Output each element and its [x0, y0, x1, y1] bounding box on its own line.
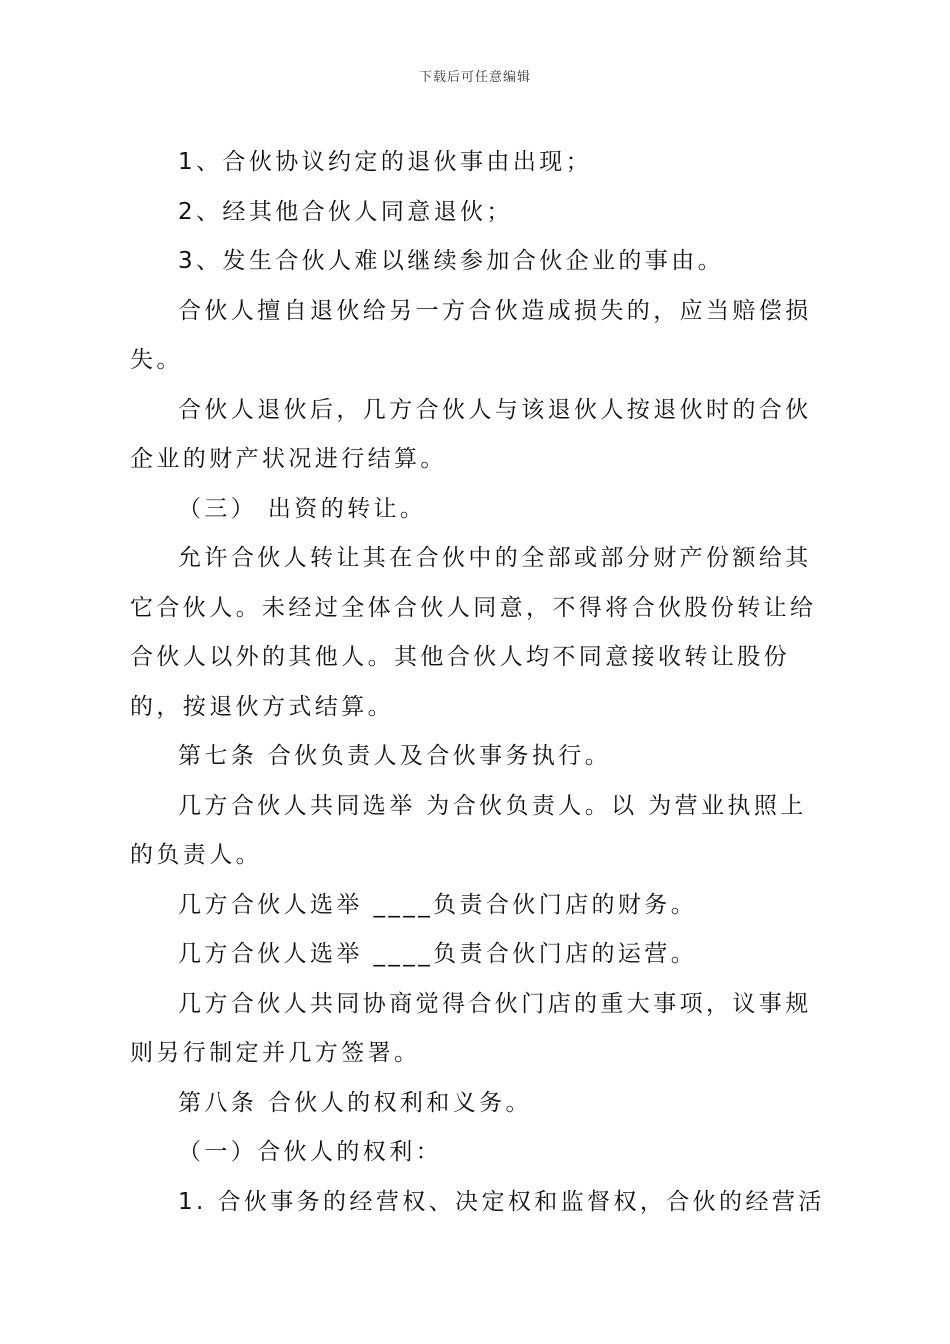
paragraph-exit-reason-2: 2、经其他合伙人同意退伙； [178, 198, 513, 225]
paragraph-exit-settlement: 合伙人退伙后，几方合伙人与该退伙人按退伙时的合伙企业的财产状况进行结算。 [130, 396, 812, 472]
document-body [130, 138, 830, 1227]
paragraph-major-matters: 几方合伙人共同协商觉得合伙门店的重大事项，议事规则另行制定并几方签署。 [130, 990, 812, 1066]
paragraph-right-1: 1. 合伙事务的经营权、决定权和监督权，合伙的经营活 [178, 1188, 825, 1215]
paragraph-exit-reason-3: 3、发生合伙人难以继续参加合伙企业的事由。 [178, 248, 725, 274]
section-heading-transfer: （三） 出资的转让。 [178, 495, 427, 522]
paragraph-unauthorized-exit: 合伙人擅自退伙给另一方合伙造成损失的，应当赔偿损失。 [130, 297, 812, 373]
paragraph-transfer-rules: 允许合伙人转让其在合伙中的全部或部分财产份额给其它合伙人。未经过全体合伙人同意，不得将合伙股份转让给合伙人以外的其他人。其他合伙人均不同意接收转让股份的，按退伙方式结算。 [130, 545, 817, 720]
paragraph-responsible-person: 几方合伙人共同选举 为合伙负责人。以 为营业执照上的负责人。 [130, 792, 807, 868]
paragraph-operations-owner: 几方合伙人选举 ____负责合伙门店的运营。 [178, 941, 698, 967]
paragraph-finance-owner: 几方合伙人选举 ____负责合伙门店的财务。 [178, 891, 698, 918]
section-heading-rights: （一）合伙人的权利： [178, 1139, 442, 1165]
article-8-heading: 第八条 合伙人的权利和义务。 [178, 1089, 532, 1116]
page-header: 下载后可任意编辑 [418, 70, 531, 85]
article-7-heading: 第七条 合伙负责人及合伙事务执行。 [178, 743, 612, 769]
paragraph-exit-reason-1: 1、合伙协议约定的退伙事由出现； [178, 149, 593, 175]
